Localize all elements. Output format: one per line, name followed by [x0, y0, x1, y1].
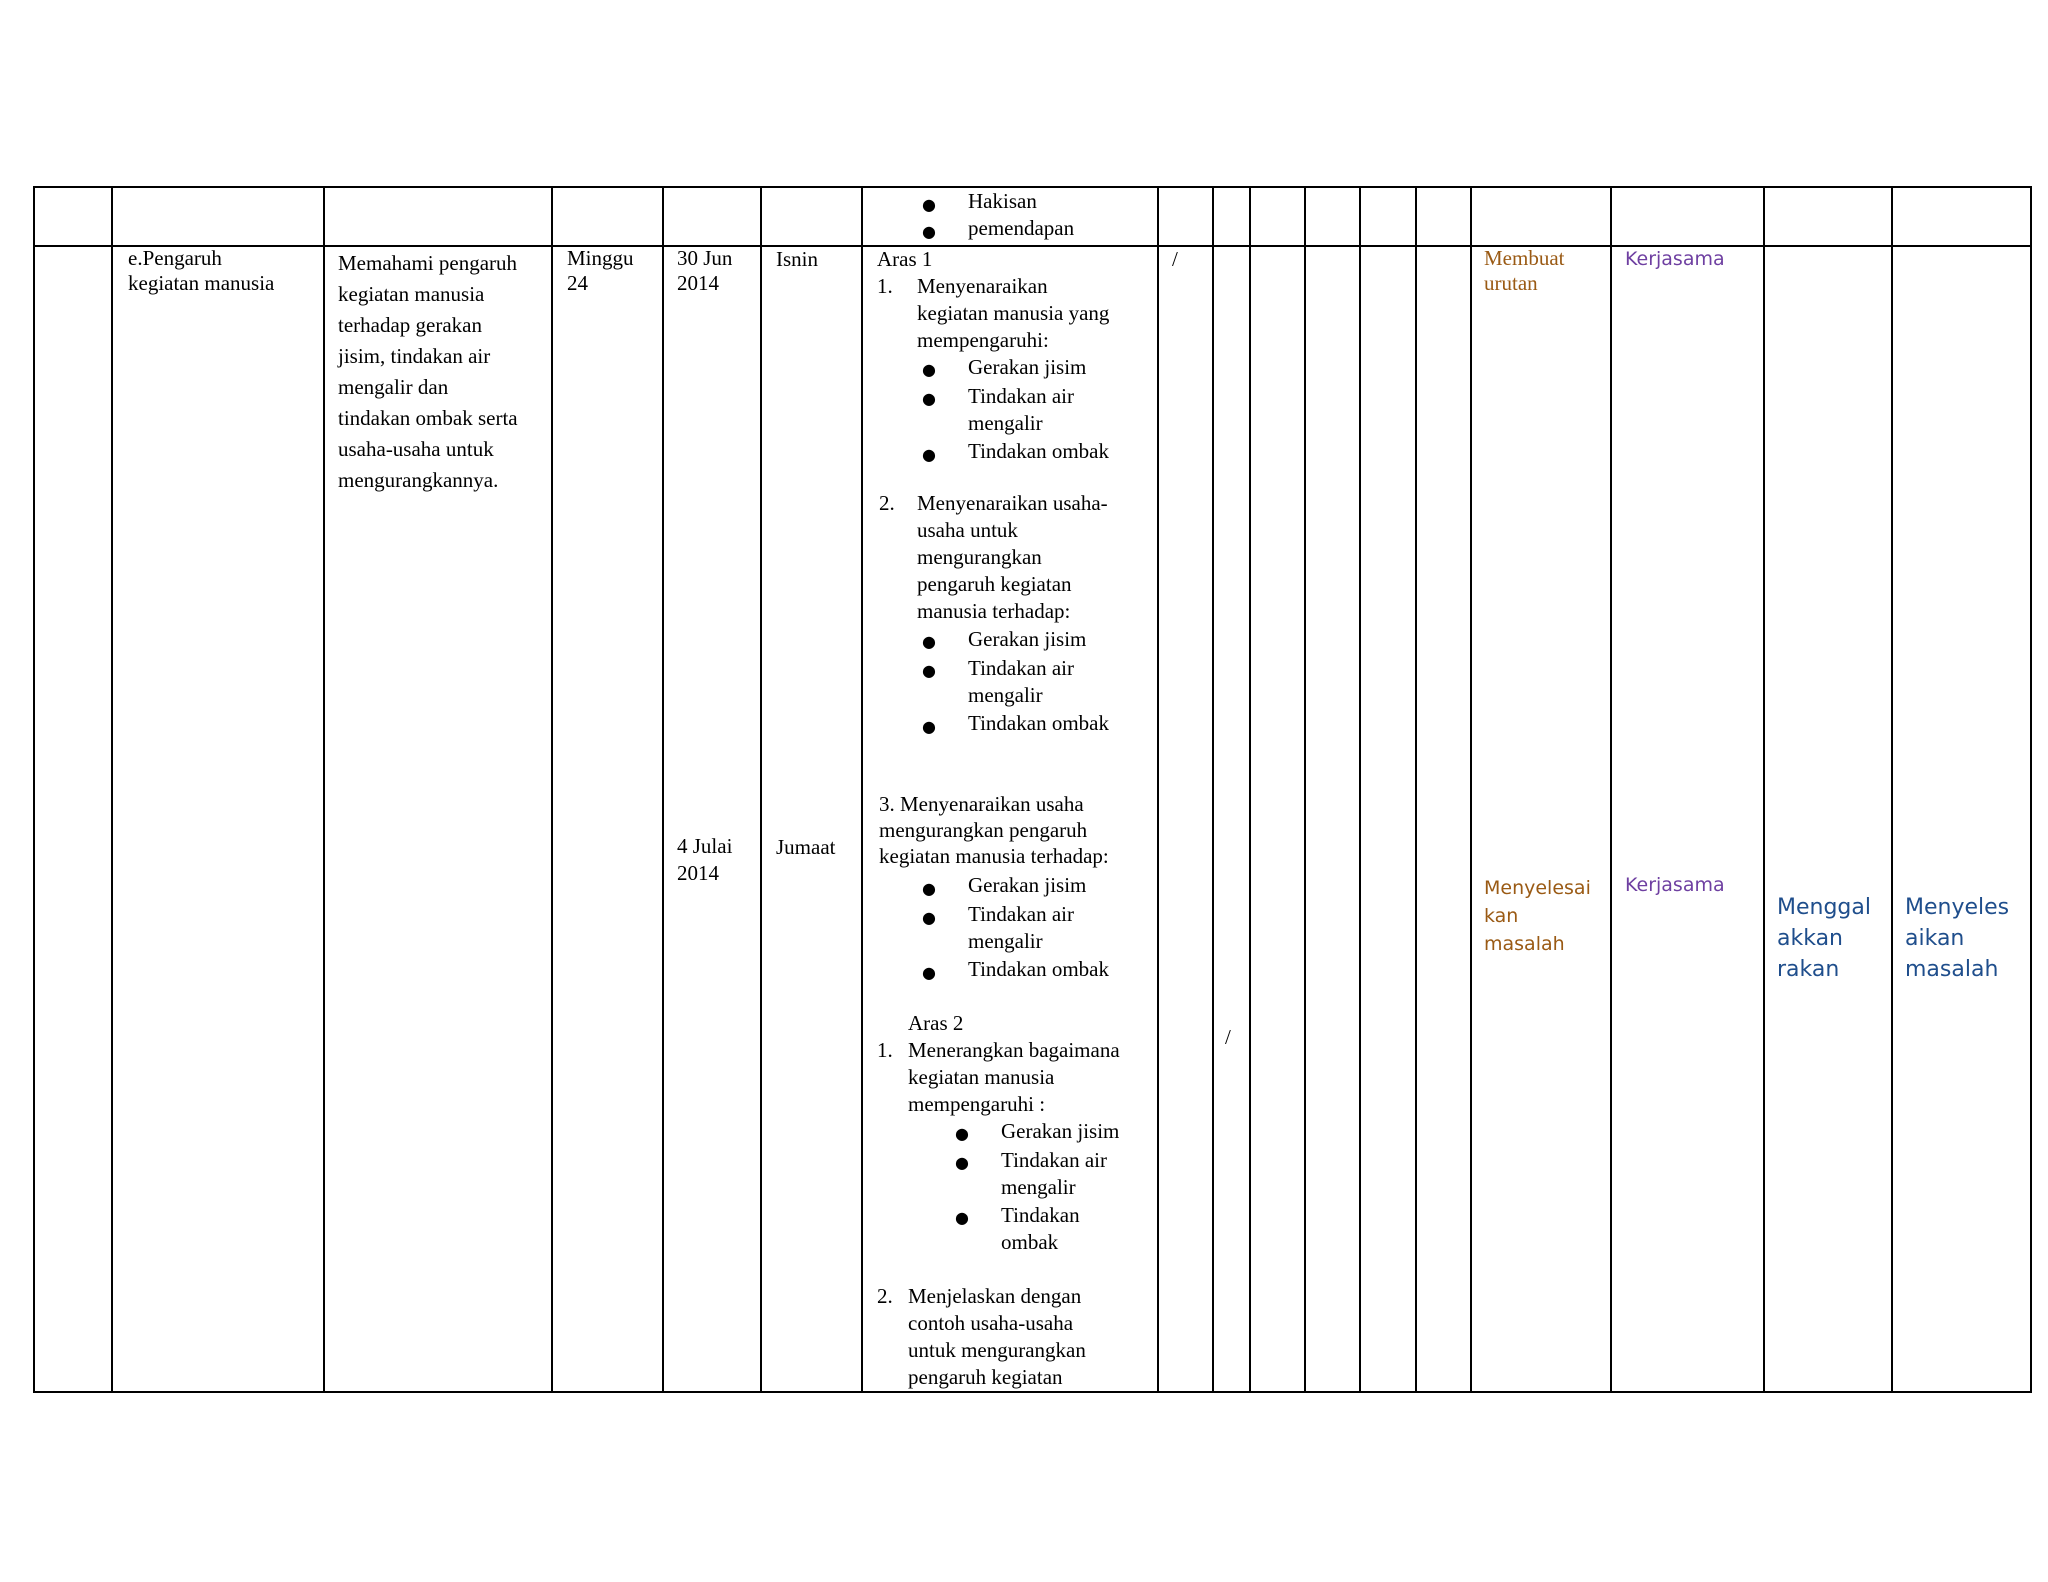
kbat-cell: Membuat urutan [1484, 246, 1565, 295]
list-item: Menyenaraikan kegiatan manusia yang mempengaruhi: [917, 274, 1110, 352]
bullet-icon: ● [922, 661, 936, 680]
bullet-icon: ● [922, 879, 936, 898]
week-cell: Minggu 24 [567, 246, 634, 295]
list-item: Gerakan jisim [968, 355, 1087, 379]
aras2-heading: Aras 2 [908, 1011, 964, 1035]
day-cell: Jumaat [776, 835, 836, 859]
list-item: Menjelaskan dengan contoh usaha-usaha untuk mengurangkan pengaruh kegiatan [908, 1284, 1086, 1389]
check-mark: / [1225, 1025, 1231, 1049]
list-item: pemendapan [968, 216, 1075, 240]
bullet-icon: ● [922, 963, 936, 982]
text-cell: Menyeles aikan masalah [1905, 895, 2010, 982]
topic-cell: e.Pengaruh kegiatan manusia [128, 246, 275, 295]
bullet-icon: ● [922, 445, 936, 464]
list-item: Tindakan air mengalir [968, 656, 1074, 707]
date-cell: 30 Jun 2014 [677, 246, 733, 295]
kbat-cell: Menyelesai kan masalah [1484, 877, 1591, 955]
list-item: Tindakan ombak [1001, 1203, 1080, 1254]
list-item: Tindakan air mengalir [1001, 1148, 1107, 1199]
bullet-icon: ● [922, 717, 936, 736]
bullet-icon: ● [955, 1124, 969, 1143]
check-mark: / [1172, 247, 1178, 271]
list-item: Tindakan air mengalir [968, 902, 1074, 953]
list-item: 3. Menyenaraikan usaha mengurangkan pengaruh kegiatan manusia terhadap: [879, 792, 1109, 868]
list-item: Menerangkan bagaimana kegiatan manusia mempengaruhi : [908, 1038, 1120, 1116]
date-cell: 4 Julai 2014 [677, 834, 733, 885]
list-item: Gerakan jisim [968, 627, 1087, 651]
bullet-icon: ● [922, 389, 936, 408]
bullet-icon: ● [922, 908, 936, 927]
list-item: Tindakan ombak [968, 439, 1109, 463]
nilai-cell: Kerjasama [1625, 248, 1725, 270]
list-item: Gerakan jisim [968, 873, 1087, 897]
bullet-icon: ● [922, 195, 936, 214]
list-item: Menyenaraikan usaha- usaha untuk mengurangkan pengaruh kegiatan manusia terhadap: [917, 491, 1108, 623]
list-number: 2. [877, 1284, 893, 1308]
day-cell: Isnin [776, 247, 818, 271]
list-number: 2. [879, 491, 895, 515]
list-item: Tindakan ombak [968, 957, 1109, 981]
list-number: 1. [877, 1038, 893, 1062]
list-item: Tindakan air mengalir [968, 384, 1074, 435]
list-item: Hakisan [968, 189, 1037, 213]
bullet-icon: ● [955, 1208, 969, 1227]
list-item: Tindakan ombak [968, 711, 1109, 735]
bullet-icon: ● [922, 632, 936, 651]
objective-cell: Memahami pengaruh kegiatan manusia terhadap gerakan jisim, tindakan air mengalir dan tindakan ombak serta usaha-usaha untuk mengurangkannya. [338, 251, 518, 492]
bullet-icon: ● [922, 222, 936, 241]
list-item: Gerakan jisim [1001, 1119, 1120, 1143]
bullet-icon: ● [955, 1153, 969, 1172]
bullet-icon: ● [922, 360, 936, 379]
aras1-heading: Aras 1 [877, 247, 933, 271]
nilai-cell: Kerjasama [1625, 874, 1725, 896]
list-number: 1. [877, 274, 893, 298]
text-cell: Menggal akkan rakan [1777, 895, 1871, 982]
